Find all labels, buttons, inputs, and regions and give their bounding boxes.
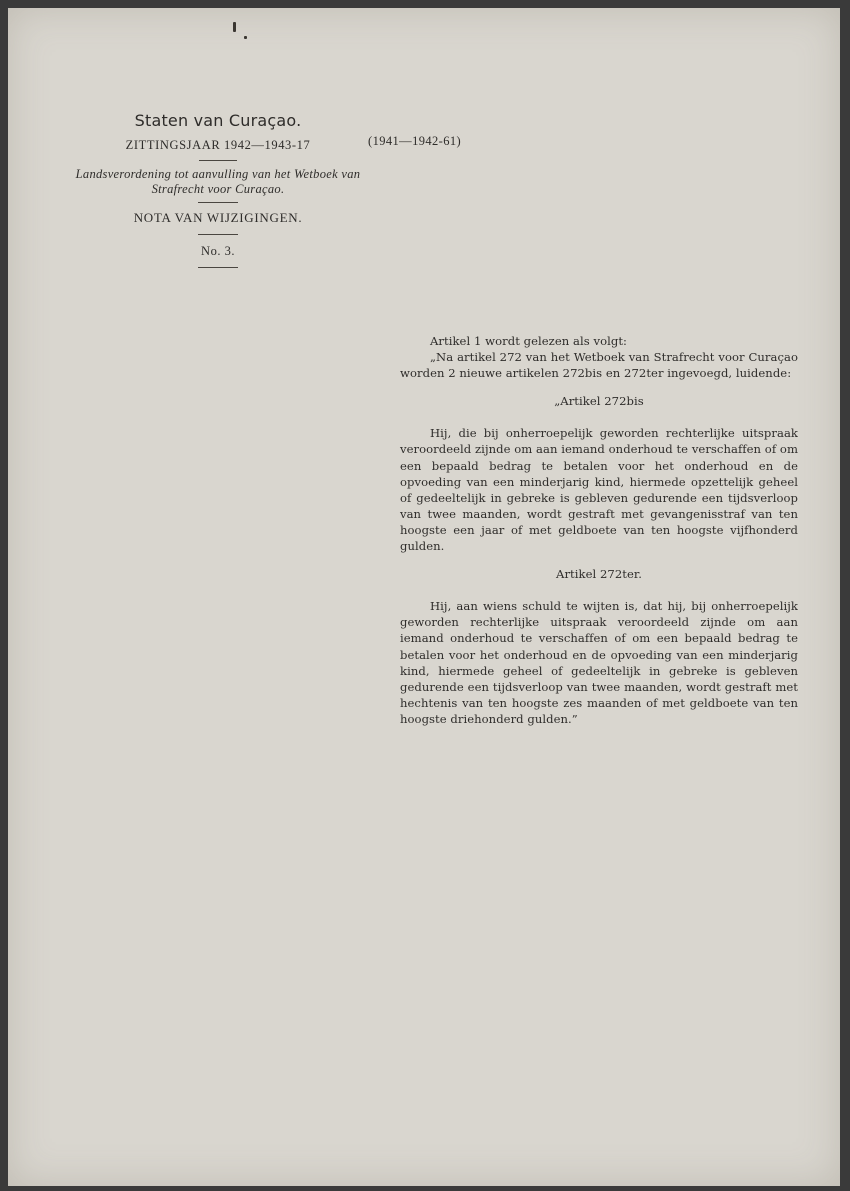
document-header [68, 111, 368, 268]
divider [198, 267, 238, 268]
document-body [400, 333, 798, 727]
article-heading: „Artikel 272bis [554, 394, 644, 409]
punch-mark [244, 36, 247, 39]
article-paragraph: Hij, aan wiens schuld te wijten is, dat hij, bij onherroepelijk geworden rechterlijke uitspraak veroordeeld zijnde om aan iemand onderhoud te verschaffen of om een bepaald bedrag te betalen voor het onderhoud en de opvoeding van een minderjarig kind, hiermede geheel of gedeeltelijk in gebreke is gebleven gedurende een tijdsverloop van twee maanden, wordt gestraft met hechtenis van ten hoogste zes maanden of met geldboete van ten hoogste driehonderd gulden.” [400, 599, 798, 726]
intro-paragraph: „Na artikel 272 van het Wetboek van Strafrecht voor Curaçao worden 2 nieuwe artikelen 272bis en 272ter ingevoegd, luidende: [400, 350, 798, 381]
divider [199, 160, 237, 161]
intro-line: Artikel 1 wordt gelezen als volgt: [430, 334, 627, 348]
session-year: ZITTINGSJAAR 1942—1943-17 [125, 138, 311, 152]
document-title: NOTA VAN WIJZIGINGEN. [133, 210, 303, 225]
article-heading: Artikel 272ter. [556, 567, 642, 582]
punch-mark [233, 22, 236, 32]
document-page [8, 8, 840, 1186]
document-subject: Landsverordening tot aanvulling van het Wetboek van Strafrecht voor Curaçao. [75, 167, 361, 196]
document-number: No. 3. [201, 244, 235, 258]
reference-number: (1941—1942-61) [368, 134, 462, 148]
divider [198, 234, 238, 235]
divider [198, 202, 238, 203]
organization-title: Staten van Curaçao. [134, 111, 302, 130]
article-paragraph: Hij, die bij onherroepelijk geworden rechterlijke uitspraak veroordeeld zijnde om aan iemand onderhoud te verschaffen of om een bepaald bedrag te betalen voor het onderhoud en de opvoeding van een minderjarig kind, hiermede opzettelijk geheel of gedeeltelijk in gebreke is gebleven gedurende een tijdsverloop van twee maanden, wordt gestraft met gevangenisstraf van ten hoogste een jaar of met geldboete van ten hoogste vijfhonderd gulden. [400, 426, 798, 554]
